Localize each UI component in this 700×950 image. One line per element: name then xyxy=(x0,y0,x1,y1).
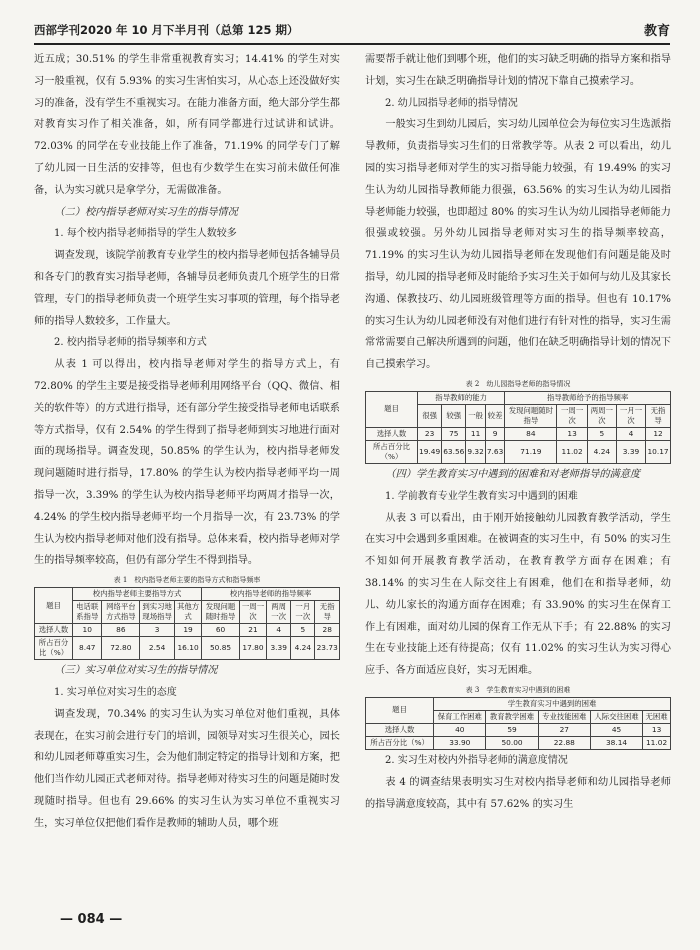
table-col-header: 发现问题随时指导 xyxy=(505,404,557,427)
table-col-header: 无困难 xyxy=(643,710,671,723)
table-cell: 22.88 xyxy=(538,736,590,749)
right-column xyxy=(365,49,671,815)
table-cell: 63.56 xyxy=(442,440,466,463)
table3-caption: 表 3 学生教育实习中遇到的困难 xyxy=(465,685,571,694)
table-cell: 17.80 xyxy=(239,637,266,660)
table-group-header: 指导教师的能力 xyxy=(418,391,505,404)
table-cell: 23 xyxy=(418,427,442,440)
table-col-header: 两周一次 xyxy=(267,601,291,624)
table-cell: 10 xyxy=(73,624,102,637)
table-cell: 75 xyxy=(442,427,466,440)
paragraph: 一般实习生到幼儿园后，实习幼儿园单位会为每位实习生选派指导教师，负责指导实习生们的日常教学等。从表 2 可以看出，幼儿园的实习指导老师对学生的实习指导能力较强，有 19.49% 的实习生认为幼儿园指导教师能力很强，63.56% 的实习生认为幼儿园指导老师能力较强，也即超过 80% 的实习生认为幼儿园指导老师能力很强或较强。另外幼儿园指导老师对实习生的指导频率较高，71.19% 的实习生认为幼儿园指导老师在发现他们有问题是能及时指导，幼儿园的指导老师及时能给予实习生关于如何与幼儿及其家长沟通、保教技巧、幼儿园班级管理等方面的指导。但也有 10.17% 的实习生认为幼儿园老师没有对他们进行有针对性的指导，实习生需常常需要自己解决所遇到的问题，他们在缺乏明确指导计划的情况下自己摸索学习。 xyxy=(365,119,671,371)
table-cell: 38.14 xyxy=(590,736,642,749)
table-col-header: 教育教学困难 xyxy=(486,710,538,723)
table-cell: 59 xyxy=(486,723,538,736)
table-col-header: 一周一次 xyxy=(239,601,266,624)
table2-caption: 表 2 幼儿园指导老师的指导情况 xyxy=(465,379,571,388)
subsection-heading: 1. 实习单位对实习生的态度 xyxy=(54,686,177,698)
table-group-header: 校内指导老师主要指导方式 xyxy=(73,588,202,601)
table-cell: 5 xyxy=(587,427,616,440)
table-cell: 11.02 xyxy=(643,736,671,749)
table-cell: 27 xyxy=(538,723,590,736)
table2 xyxy=(365,391,671,464)
table-col-header: 很强 xyxy=(418,404,442,427)
paragraph: 调查发现，70.34% 的实习生认为实习单位对他们重视，具体表现在，在实习前会进行专门的培训，园领导对实习生很关心，园长和幼儿园老师尊重实习生，会为他们制定特定的指导计划和方案，把他们当作幼儿园正式老师对待。指导老师对待实习生的问题是随时发现随时指导。但也有 29.66% 的实习生认为实习单位不重视实习生，实习单位仅把他们看作是教师的辅助人员，哪个班 xyxy=(34,708,340,829)
table-cell: 4.24 xyxy=(291,637,315,660)
table-cell: 4 xyxy=(267,624,291,637)
table-row xyxy=(35,624,340,637)
table-col-header: 一月一次 xyxy=(616,404,645,427)
table-col-header: 保育工作困难 xyxy=(434,710,486,723)
table-col-header: 人际交往困难 xyxy=(590,710,642,723)
table-col-header: 网络平台方式指导 xyxy=(102,601,140,624)
section-heading: （二）校内指导老师对实习生的指导情况 xyxy=(54,206,238,218)
table-cell: 45 xyxy=(590,723,642,736)
table-cell: 86 xyxy=(102,624,140,637)
subsection-heading: 2. 校内指导老师的指导频率和方式 xyxy=(54,337,207,349)
table3 xyxy=(365,697,671,750)
table-cell: 5 xyxy=(291,624,315,637)
table-cell: 19.49 xyxy=(418,440,442,463)
paragraph: 近五成；30.51% 的学生非常重视教育实习；14.41% 的学生对实习一般重视，仅有 5.93% 的实习生害怕实习，从心态上还没做好实习的准备，没有学生不重视实习。在能力准备方面，绝大部分学生都对教育实习作了相关准备，如，所有同学都进行过试讲和试讲。72.03% 的同学在专业技能上作了准备，71.19% 的同学专门了解了幼儿园一日生活的安排等，但也有少数学生在实习前未做任何准备，认为实习就只是拿学分，无需做准备。 xyxy=(34,54,340,196)
table-col-header: 两周一次 xyxy=(587,404,616,427)
paragraph: 从表 3 可以看出，由于刚开始接触幼儿园教育教学活动，学生在实习中会遇到多重困难。在被调查的实习生中，有 50% 的实习生不知如何开展教育教学活动，在教育教学方面存在困难；有 38.14% 的实习生在人际交往上有困难，他们在和指导老师，幼儿、幼儿家长的沟通方面存在困难；有 33.90% 的实习生在保育工作上有困难，面对幼儿园的保育工作无从下手；有 22.88% 的实习生在专业技能上还有待提高；仅有 11.02% 的实习生认为实习得心应手、各方面适应良好，实习无困难。 xyxy=(365,512,671,677)
table-col-header: 发现问题随时指导 xyxy=(202,601,240,624)
table-cell: 19 xyxy=(174,624,201,637)
table-cell: 28 xyxy=(315,624,340,637)
table-cell: 72.80 xyxy=(102,637,140,660)
journal-info xyxy=(34,22,299,38)
section-label: 教育 xyxy=(643,24,670,39)
paragraph: 表 4 的调查结果表明实习生对校内指导老师和幼儿园指导老师的指导满意度较高，其中有 57.62% 的实习生 xyxy=(365,776,671,810)
table-corner: 题目 xyxy=(366,391,418,427)
section-heading: （三）实习单位对实习生的指导情况 xyxy=(54,665,218,677)
subsection-heading: 2. 实习生对校内外指导老师的满意度情况 xyxy=(385,754,568,766)
row-label: 选择人数 xyxy=(366,427,418,440)
table-cell: 3.39 xyxy=(616,440,645,463)
table-group-header: 校内指导老师的指导频率 xyxy=(202,588,340,601)
row-label: 选择人数 xyxy=(366,723,434,736)
table-row xyxy=(366,440,671,463)
table-group-header: 学生教育实习中遇到的困难 xyxy=(434,697,671,710)
table-col-header: 电话联系指导 xyxy=(73,601,102,624)
table-col-header: 一周一次 xyxy=(557,404,587,427)
row-label: 所占百分比（%） xyxy=(35,637,73,660)
table-cell: 84 xyxy=(505,427,557,440)
table-col-header: 一月一次 xyxy=(291,601,315,624)
table-cell: 3 xyxy=(140,624,175,637)
table-cell: 21 xyxy=(239,624,266,637)
table-col-header: 无指导 xyxy=(315,601,340,624)
table-cell: 12 xyxy=(646,427,671,440)
table-group-header: 指导教师给予的指导频率 xyxy=(505,391,671,404)
table-cell: 11 xyxy=(466,427,485,440)
table-col-header: 较差 xyxy=(485,404,504,427)
table-cell: 16.10 xyxy=(174,637,201,660)
table-cell: 23.73 xyxy=(315,637,340,660)
table-cell: 2.54 xyxy=(140,637,175,660)
table-cell: 4.24 xyxy=(587,440,616,463)
table-col-header: 一般 xyxy=(466,404,485,427)
subsection-heading: 1. 每个校内指导老师指导的学生人数较多 xyxy=(54,228,237,240)
table-cell: 10.17 xyxy=(646,440,671,463)
row-label: 选择人数 xyxy=(35,624,73,637)
table-corner: 题目 xyxy=(35,588,73,624)
table-cell: 50.00 xyxy=(486,736,538,749)
table-cell: 9.32 xyxy=(466,440,485,463)
row-label: 所占百分比（%） xyxy=(366,440,418,463)
table-cell: 60 xyxy=(202,624,240,637)
subsection-heading: 2. 幼儿园指导老师的指导情况 xyxy=(385,97,518,109)
table-cell: 4 xyxy=(616,427,645,440)
table-cell: 33.90 xyxy=(434,736,486,749)
table1 xyxy=(34,587,340,660)
paragraph: 调查发现，该院学前教育专业学生的校内指导老师包括各辅导员和各专门的教育实习指导老师，各辅导员老师负责几个班学生的日常管理，专门的指导老师负责一个班学生实习事项的管理，每个指导老师的指导人数较多，工作量大。 xyxy=(34,250,340,327)
table-col-header: 到实习地现场指导 xyxy=(140,601,175,624)
page-number: — 084 — xyxy=(60,912,123,927)
table-cell: 40 xyxy=(434,723,486,736)
table-row xyxy=(35,637,340,660)
paragraph: 从表 1 可以得出，校内指导老师对学生的指导方式上，有 72.80% 的学生主要是接受指导老师利用网络平台（QQ、微信、相关的软件等）的方式进行指导，还有部分学生接受指导老师电话联系等方式指导，仅有 2.54% 的学生得到了指导老师到实习地进行面对面的现场指导。调查发现，50.85% 的学生认为，校内指导老师发现问题随时进行指导，17.80% 的学生认为校内指导老师平均一周指导一次，3.39% 的学生认为校内指导老师平均两周才指导一次，4.24% 的学生校内指导老师平均一个月指导一次，有 23.73% 的学生认为校内指导老师对他们没有指导。总体来看，校内指导老师对学生的指导频率较高，但仍有部分学生不得到指导。 xyxy=(34,359,340,567)
section-heading: （四）学生教育实习中遇到的困难和对老师指导的满意度 xyxy=(385,468,641,480)
table-row xyxy=(366,736,671,749)
row-label: 所占百分比（%） xyxy=(366,736,434,749)
table-corner: 题目 xyxy=(366,697,434,723)
table-cell: 13 xyxy=(557,427,587,440)
table-cell: 71.19 xyxy=(505,440,557,463)
table-cell: 11.02 xyxy=(557,440,587,463)
table-row xyxy=(366,427,671,440)
table-row xyxy=(366,723,671,736)
page-header xyxy=(34,20,670,40)
table-col-header: 其他方式 xyxy=(174,601,201,624)
table-cell: 8.47 xyxy=(73,637,102,660)
paragraph: 需要帮手就让他们到哪个班，他们的实习缺乏明确的指导方案和指导计划，实习生在缺乏明确指导计划的情况下靠自己摸索学习。 xyxy=(365,54,671,87)
table1-caption: 表 1 校内指导老师主要的指导方式和指导频率 xyxy=(113,576,261,585)
table-cell: 7.63 xyxy=(485,440,504,463)
journal-issue: 2020 年 10 月下半月刊（总第 125 期） xyxy=(80,23,299,37)
table-cell: 9 xyxy=(485,427,504,440)
header-rule xyxy=(34,43,670,45)
table-col-header: 无指导 xyxy=(646,404,671,427)
table-cell: 13 xyxy=(643,723,671,736)
table-cell: 50.85 xyxy=(202,637,240,660)
table-cell: 3.39 xyxy=(267,637,291,660)
subsection-heading: 1. 学前教育专业学生教育实习中遇到的困难 xyxy=(385,490,578,502)
left-column xyxy=(34,49,340,835)
table-col-header: 专业技能困难 xyxy=(538,710,590,723)
journal-name: 西部学刊 xyxy=(34,23,80,37)
table-col-header: 较强 xyxy=(442,404,466,427)
